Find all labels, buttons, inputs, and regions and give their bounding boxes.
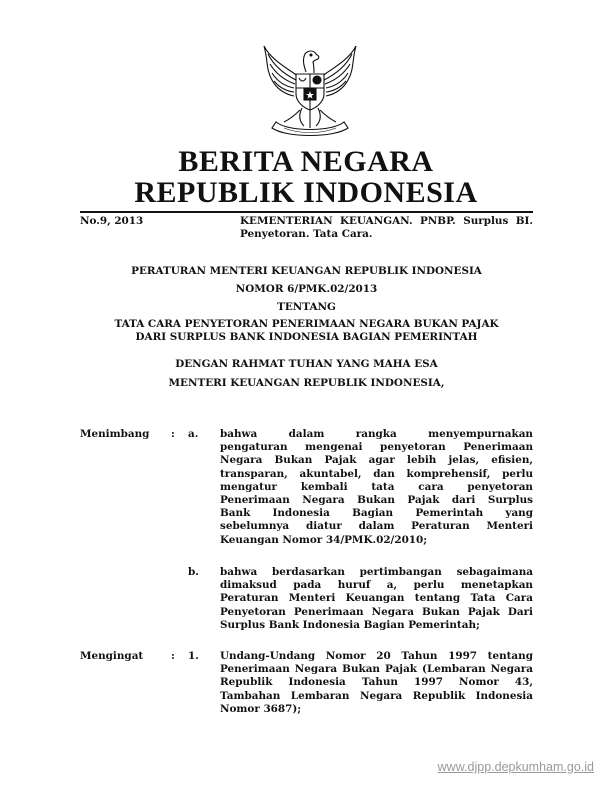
subject-line-2: Penyetoran. Tata Cara.: [240, 228, 373, 240]
menimbang-marker-b: b.: [188, 566, 199, 578]
regulation-subject-2: DARI SURPLUS BANK INDONESIA BAGIAN PEMERINTAH: [135, 331, 478, 343]
issue-number: No.9, 2013: [80, 215, 144, 227]
regulation-number: NOMOR 6/PMK.02/2013: [235, 283, 378, 295]
text-line: dimaksud pada huruf a, perlu menetapkan: [220, 579, 533, 592]
text-line: Undang-Undang Nomor 20 Tahun 1997 tentang: [220, 650, 533, 662]
regulation-tentang: TENTANG: [277, 301, 336, 313]
header-divider: [80, 211, 533, 213]
menimbang-item-b: [220, 566, 533, 632]
text-line: bahwa dalam rangka menyempurnakan: [220, 428, 533, 440]
menimbang-colon: :: [171, 428, 175, 440]
text-line: Penerimaan Negara Bukan Pajak (Lembaran Negara: [220, 663, 533, 676]
invocation: DENGAN RAHMAT TUHAN YANG MAHA ESA: [175, 358, 438, 370]
menimbang-marker-a: a.: [188, 428, 199, 440]
text-line: Penerimaan Negara Bukan Pajak dari Surplus: [220, 494, 533, 507]
menimbang-label: Menimbang: [80, 428, 150, 440]
title-republik-indonesia: REPUBLIK INDONESIA: [134, 176, 478, 209]
minister-heading: MENTERI KEUANGAN REPUBLIK INDONESIA,: [168, 377, 445, 389]
garuda-emblem-icon: [258, 36, 362, 142]
text-line: Peraturan Menteri Keuangan tentang Tata Cara: [220, 592, 533, 605]
regulation-title: PERATURAN MENTERI KEUANGAN REPUBLIK INDONESIA: [131, 265, 482, 277]
mengingat-marker-1: 1.: [188, 650, 199, 662]
mengingat-label: Mengingat: [80, 650, 144, 662]
mengingat-item-1: [220, 650, 533, 716]
text-line: Tambahan Lembaran Negara Republik Indonesia: [220, 689, 533, 702]
text-line: Penyetoran Penerimaan Negara Bukan Pajak Dari: [220, 605, 533, 618]
text-line: bahwa berdasarkan pertimbangan sebagaimana: [220, 566, 533, 578]
subject-line-1: KEMENTERIAN KEUANGAN. PNBP. Surplus BI.: [240, 215, 533, 227]
menimbang-item-a: [220, 428, 533, 547]
text-line: Republik Indonesia Tahun 1997 Nomor 43,: [220, 676, 533, 689]
watermark-link[interactable]: www.djpp.depkumham.go.id: [437, 760, 594, 774]
title-berita-negara: BERITA NEGARA: [178, 145, 434, 178]
text-line: mengatur kembali tata cara penyetoran: [220, 480, 533, 493]
text-line: sebelumnya diatur dalam Peraturan Menteri: [220, 520, 533, 533]
text-line: Nomor 3687);: [220, 702, 302, 715]
text-line: Negara Bukan Pajak agar lebih jelas, efisien,: [220, 454, 533, 467]
text-line: Bank Indonesia Bagian Pemerintah yang: [220, 507, 533, 520]
text-line: Keuangan Nomor 34/PMK.02/2010;: [220, 533, 428, 546]
mengingat-colon: :: [171, 650, 175, 662]
regulation-subject-1: TATA CARA PENYETORAN PENERIMAAN NEGARA BUKAN PAJAK: [114, 318, 499, 330]
text-line: Surplus Bank Indonesia Bagian Pemerintah;: [220, 618, 480, 631]
text-line: pengaturan mengenai penyetoran Penerimaan: [220, 441, 533, 454]
text-line: transparan, akuntabel, dan komprehensif, perlu: [220, 467, 533, 480]
